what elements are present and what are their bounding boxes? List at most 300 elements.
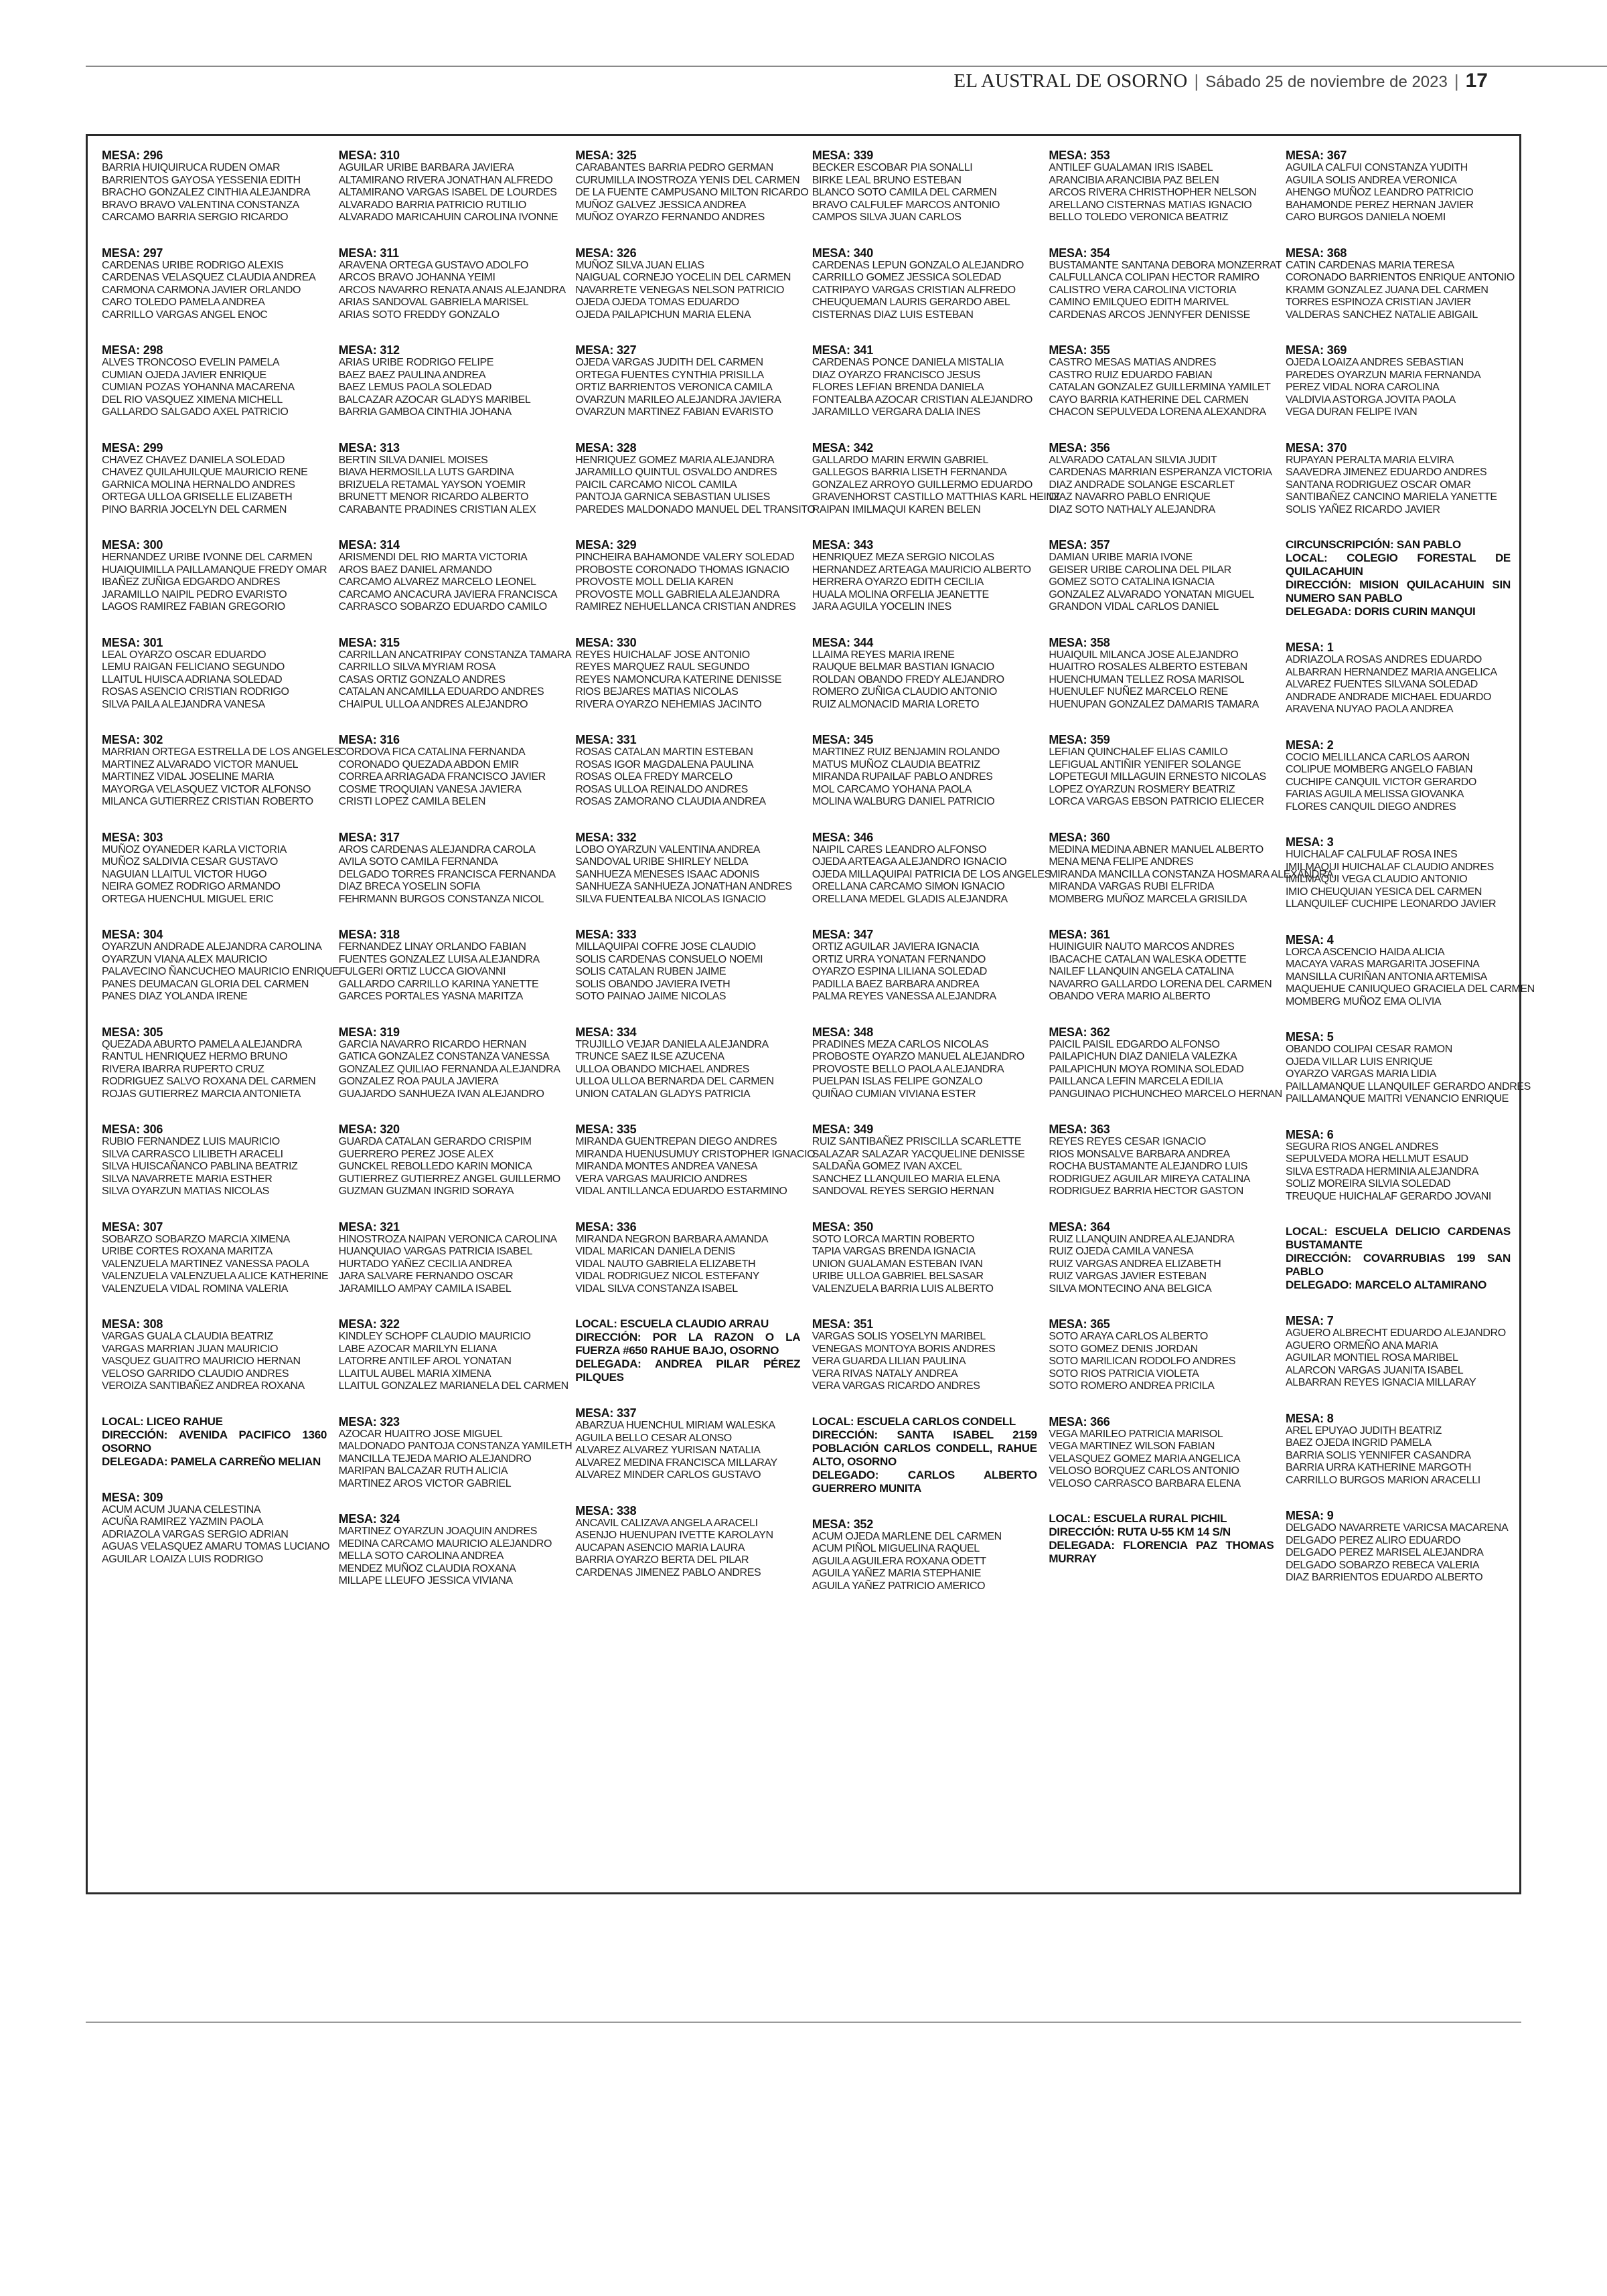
member-name: HENRIQUEZ MEZA SERGIO NICOLAS (812, 552, 994, 563)
mesa-title: MESA: 352 (812, 1517, 874, 1531)
member-name: MAYORGA VELASQUEZ VICTOR ALFONSO (102, 783, 311, 795)
mesa-title: MESA: 340 (812, 246, 874, 260)
mesa-block (812, 1317, 1037, 1393)
member-name: ALVES TRONCOSO EVELIN PAMELA (102, 357, 280, 368)
member-name: SOLIZ MOREIRA SILVIA SOLEDAD (1285, 1178, 1451, 1190)
columns-container (102, 149, 1535, 1882)
member-name: PINCHEIRA BAHAMONDE VALERY SOLEDAD (575, 552, 795, 563)
member-name: CASAS ORTIZ GONZALO ANDRES (338, 673, 506, 685)
member-name: CARDENAS ARCOS JENNYFER DENISSE (1049, 309, 1250, 321)
member-name: HUALA MOLINA ORFELIA JEANETTE (812, 588, 989, 600)
mesa-block (102, 246, 327, 322)
member-name: QUEZADA ABURTO PAMELA ALEJANDRA (102, 1038, 302, 1050)
member-name: SOBARZO SOBARZO MARCIA XIMENA (102, 1233, 290, 1245)
member-name: NAIPIL CARES LEANDRO ALFONSO (812, 843, 987, 855)
member-name: MUÑOZ GALVEZ JESSICA ANDREA (575, 199, 746, 211)
member-name: GATICA GONZALEZ CONSTANZA VANESSA (338, 1051, 550, 1062)
mesa-title: MESA: 370 (1285, 440, 1347, 455)
member-name: LABE AZOCAR MARILYN ELIANA (338, 1343, 498, 1355)
mesa-block (1049, 441, 1274, 517)
header-separator: | (1194, 71, 1199, 91)
member-name: MUÑOZ OYANEDER KARLA VICTORIA (102, 843, 287, 855)
mesa-title: MESA: 310 (338, 149, 400, 162)
mesa-title: MESA: 5 (1285, 1030, 1334, 1044)
mesa-block (102, 149, 327, 224)
member-name: RAUQUE BELMAR BASTIAN IGNACIO (812, 661, 994, 673)
member-name: CARRILLO SILVA MYRIAM ROSA (338, 661, 495, 673)
member-name: TRUJILLO VEJAR DANIELA ALEJANDRA (575, 1038, 769, 1050)
member-name: HERNANDEZ ARTEAGA MAURICIO ALBERTO (812, 564, 1031, 576)
member-name: SOTO GOMEZ DENIS JORDAN (1049, 1343, 1198, 1355)
member-name: SANTIBAÑEZ CANCINO MARIELA YANETTE (1285, 491, 1497, 503)
member-name: PALAVECINO ÑANCUCHEO MAURICIO ENRIQUE (102, 966, 339, 977)
member-name: CORREA ARRIAGADA FRANCISCO JAVIER (338, 771, 546, 783)
member-name: ULLOA OBANDO MICHAEL ANDRES (575, 1063, 749, 1075)
member-name: ORTIZ URRA YONATAN FERNANDO (812, 953, 986, 965)
mesa-block (339, 733, 564, 809)
member-name: AUCAPAN ASENCIO MARIA LAURA (575, 1542, 745, 1554)
mesa-title: MESA: 298 (102, 343, 163, 357)
member-name: SILVA PAILA ALEJANDRA VANESA (102, 698, 265, 710)
mesa-block (1286, 738, 1511, 814)
member-name: JARAMILLO NAIPIL PEDRO EVARISTO (102, 588, 287, 600)
mesa-title: MESA: 355 (1049, 343, 1110, 357)
location-line: DELEGADA: PAMELA CARREÑO MELIAN (102, 1455, 321, 1468)
location-line: LOCAL: ESCUELA DELICIO CARDENAS BUSTAMANTE (1285, 1225, 1511, 1251)
member-name: TRUNCE SAEZ ILSE AZUCENA (575, 1051, 724, 1062)
member-name: ORTEGA ULLOA GRISELLE ELIZABETH (102, 491, 293, 503)
mesa-title: MESA: 349 (812, 1123, 874, 1136)
member-name: RANTUL HENRIQUEZ HERMO BRUNO (102, 1051, 288, 1062)
mesa-title: MESA: 321 (338, 1220, 400, 1234)
member-name: CHAVEZ CHAVEZ DANIELA SOLEDAD (102, 454, 285, 466)
member-name: CARO BURGOS DANIELA NOEMI (1285, 212, 1446, 223)
mesa-block (1286, 835, 1511, 911)
member-name: DELGADO NAVARRETE VARICSA MACARENA (1285, 1522, 1509, 1534)
member-name: CUMIAN OJEDA JAVIER ENRIQUE (102, 369, 266, 381)
member-name: BRAVO BRAVO VALENTINA CONSTANZA (102, 199, 299, 211)
member-name: DIAZ NAVARRO PABLO ENRIQUE (1049, 491, 1211, 503)
member-name: MENA MENA FELIPE ANDRES (1049, 856, 1194, 868)
member-name: PROBOSTE OYARZO MANUEL ALEJANDRO (812, 1051, 1024, 1062)
member-name: CARRILLAN ANCATRIPAY CONSTANZA TAMARA (338, 649, 572, 661)
mesa-block (1286, 149, 1511, 224)
member-name: RUIZ OJEDA CAMILA VANESA (1049, 1246, 1194, 1257)
member-name: ANTILEF GUALAMAN IRIS ISABEL (1049, 162, 1213, 173)
column-3 (575, 149, 816, 1882)
member-name: BARRIA URRA KATHERINE MARGOTH (1285, 1462, 1472, 1473)
member-name: VENEGAS MONTOYA BORIS ANDRES (812, 1343, 996, 1355)
member-name: ARANCIBIA ARANCIBIA PAZ BELEN (1049, 174, 1219, 186)
column-4 (812, 149, 1060, 1882)
mesa-title: MESA: 2 (1285, 738, 1334, 752)
member-name: OBANDO VERA MARIO ALBERTO (1049, 991, 1211, 1002)
mesa-block (102, 1026, 327, 1101)
member-name: DIAZ ANDRADE SOLANGE ESCARLET (1049, 479, 1235, 491)
member-name: DELGADO TORRES FRANCISCA FERNANDA (338, 868, 556, 880)
member-name: MANCILLA TEJEDA MARIO ALEJANDRO (338, 1453, 532, 1465)
mesa-title: MESA: 301 (102, 635, 163, 649)
mesa-block (812, 830, 1051, 906)
member-name: MIRANDA NEGRON BARBARA AMANDA (575, 1233, 769, 1245)
member-name: OJEDA MILLAQUIPAI PATRICIA DE LOS ANGELES (812, 868, 1051, 880)
mesa-title: MESA: 331 (575, 733, 637, 746)
mesa-title: MESA: 325 (575, 149, 637, 162)
member-name: ARCOS BRAVO JOHANNA YEIMI (338, 272, 495, 283)
member-name: PAREDES MALDONADO MANUEL DEL TRANSITO (575, 503, 816, 515)
mesa-block (575, 343, 800, 419)
member-name: ACUÑA RAMIREZ YAZMIN PAOLA (102, 1516, 264, 1528)
member-name: GUNCKEL REBOLLEDO KARIN MONICA (338, 1161, 532, 1172)
member-name: RUIZ VARGAS ANDREA ELIZABETH (1049, 1258, 1221, 1270)
member-name: OBANDO COLIPAI CESAR RAMON (1285, 1044, 1452, 1055)
member-name: VERA VARGAS MAURICIO ANDRES (575, 1173, 747, 1185)
location-line: DIRECCIÓN: MISION QUILACAHUIN SIN NUMERO SAN PABLO (1285, 578, 1511, 604)
mesa-block (338, 1414, 572, 1491)
member-name: OJEDA VARGAS JUDITH DEL CARMEN (575, 357, 763, 368)
member-name: MOL CARCAMO YOHANA PAOLA (812, 783, 972, 795)
member-name: GUZMAN GUZMAN INGRID SORAYA (338, 1185, 514, 1197)
member-name: LORCA VARGAS EBSON PATRICIO ELIECER (1049, 796, 1264, 807)
member-name: MUÑOZ SILVA JUAN ELIAS (575, 259, 704, 271)
mesa-block (575, 831, 800, 906)
member-name: ARIAS SOTO FREDDY GONZALO (338, 309, 500, 321)
member-name: VELOSO BORQUEZ CARLOS ANTONIO (1049, 1465, 1239, 1477)
mesa-block (102, 733, 341, 809)
mesa-block (339, 928, 564, 1003)
mesa-title: MESA: 322 (338, 1317, 400, 1331)
member-name: PAREDES OYARZUN MARIA FERNANDA (1285, 369, 1481, 381)
member-name: SANHUEZA SANHUEZA JONATHAN ANDRES (575, 881, 792, 892)
mesa-title: MESA: 345 (812, 733, 874, 746)
mesa-title: MESA: 330 (575, 635, 637, 649)
member-name: FEHRMANN BURGOS CONSTANZA NICOL (338, 893, 544, 905)
member-name: UNION GUALAMAN ESTEBAN IVAN (812, 1258, 983, 1270)
mesa-title: MESA: 309 (102, 1490, 163, 1504)
member-name: ORELLANA CARCAMO SIMON IGNACIO (812, 881, 1005, 892)
publication-name: EL AUSTRAL DE OSORNO (953, 70, 1188, 92)
member-name: DIAZ BARRIENTOS EDUARDO ALBERTO (1285, 1572, 1483, 1583)
member-name: PINO BARRIA JOCELYN DEL CARMEN (102, 503, 287, 515)
member-name: PADILLA BAEZ BARBARA ANDREA (812, 978, 980, 990)
mesa-block (1285, 932, 1535, 1009)
mesa-block (575, 1026, 800, 1101)
mesa-title: MESA: 307 (102, 1220, 163, 1234)
member-name: LLAITUL GONZALEZ MARIANELA DEL CARMEN (338, 1380, 568, 1392)
member-name: CARABANTE PRADINES CRISTIAN ALEX (338, 503, 536, 515)
mesa-block (575, 1406, 800, 1482)
mesa-title: MESA: 339 (812, 149, 874, 162)
member-name: CISTERNAS DIAZ LUIS ESTEBAN (812, 309, 974, 321)
location-line: DELEGADA: ANDREA PILAR PÉREZ PILQUES (575, 1358, 801, 1384)
member-name: LLAITUL AUBEL MARIA XIMENA (338, 1368, 491, 1380)
location-line: DIRECCIÓN: AVENIDA PACIFICO 1360 OSORNO (102, 1428, 327, 1455)
member-name: BRUNETT MENOR RICARDO ALBERTO (338, 491, 529, 503)
mesa-title: MESA: 296 (102, 149, 163, 162)
location-line: LOCAL: COLEGIO FORESTAL DE QUILACAHUIN (1285, 552, 1511, 578)
member-name: VALDIVIA ASTORGA JOVITA PAOLA (1285, 394, 1456, 406)
member-name: GALLARDO MARIN ERWIN GABRIEL (812, 454, 989, 466)
member-name: NAVARRETE VENEGAS NELSON PATRICIO (575, 284, 785, 296)
member-name: ARIAS SANDOVAL GABRIELA MARISEL (338, 297, 529, 308)
member-name: AGUILA SOLIS ANDREA VERONICA (1285, 174, 1457, 186)
member-name: LOPETEGUI MILLAGUIN ERNESTO NICOLAS (1049, 771, 1266, 783)
mesa-block (102, 928, 339, 1003)
member-name: GOMEZ SOTO CATALINA IGNACIA (1049, 576, 1215, 588)
mesa-title: MESA: 333 (575, 928, 637, 941)
member-name: PANES DEUMACAN GLORIA DEL CARMEN (102, 978, 309, 990)
member-name: RODRIGUEZ SALVO ROXANA DEL CARMEN (102, 1076, 316, 1087)
member-name: ALVARADO MARICAHUIN CAROLINA IVONNE (338, 212, 558, 223)
member-name: RUIZ LLANQUIN ANDREA ALEJANDRA (1049, 1233, 1235, 1245)
member-name: ORTEGA FUENTES CYNTHIA PRISILLA (575, 369, 764, 381)
mesa-block (339, 1026, 564, 1101)
mesa-title: MESA: 308 (102, 1317, 163, 1331)
member-name: CARDENAS JIMENEZ PABLO ANDRES (575, 1566, 761, 1578)
member-name: CARDENAS MARRIAN ESPERANZA VICTORIA (1049, 467, 1272, 478)
member-name: CARDENAS LEPUN GONZALO ALEJANDRO (812, 259, 1024, 271)
mesa-title: MESA: 329 (575, 538, 637, 552)
mesa-block (338, 635, 572, 712)
member-name: RUIZ SANTIBAÑEZ PRISCILLA SCARLETTE (812, 1136, 1022, 1147)
member-name: MATUS MUÑOZ CLAUDIA BEATRIZ (812, 758, 980, 770)
member-name: MUÑOZ SALDIVIA CESAR GUSTAVO (102, 856, 278, 868)
mesa-title: MESA: 8 (1285, 1411, 1334, 1425)
location-line: DELEGADA: DORIS CURIN MANQUI (1285, 605, 1476, 618)
member-name: OYARZUN VIANA ALEX MAURICIO (102, 953, 267, 965)
member-name: BELLO TOLEDO VERONICA BEATRIZ (1049, 212, 1228, 223)
member-name: GARCIA NAVARRO RICARDO HERNAN (338, 1038, 526, 1050)
column-6 (1285, 149, 1535, 1882)
mesa-title: MESA: 297 (102, 246, 163, 260)
mesa-title: MESA: 357 (1049, 538, 1110, 552)
member-name: RUPAYAN PERALTA MARIA ELVIRA (1285, 454, 1454, 466)
mesa-block (339, 1220, 564, 1296)
member-name: FULGERI ORTIZ LUCCA GIOVANNI (338, 966, 506, 977)
mesa-title: MESA: 360 (1049, 830, 1110, 844)
member-name: HUICHALAF CALFULAF ROSA INES (1285, 849, 1458, 860)
member-name: VEGA MARTINEZ WILSON FABIAN (1049, 1441, 1215, 1452)
member-name: ARCOS RIVERA CHRISTHOPHER NELSON (1049, 187, 1257, 198)
member-name: BAEZ OJEDA INGRID PAMELA (1285, 1437, 1432, 1449)
member-name: DELGADO SOBARZO REBECA VALERIA (1285, 1559, 1480, 1571)
mesa-block (102, 636, 327, 712)
member-name: AROS BAEZ DANIEL ARMANDO (338, 564, 492, 576)
member-name: CASTRO RUIZ EDUARDO FABIAN (1049, 369, 1213, 381)
member-name: LLAIMA REYES MARIA IRENE (812, 649, 955, 661)
member-name: VARGAS SOLIS YOSELYN MARIBEL (812, 1331, 986, 1342)
member-name: SILVA OYARZUN MATIAS NICOLAS (102, 1185, 269, 1197)
member-name: CALISTRO VERA CAROLINA VICTORIA (1049, 284, 1237, 296)
member-name: SILVA ESTRADA HERMINIA ALEJANDRA (1285, 1165, 1479, 1177)
mesa-title: MESA: 324 (338, 1512, 400, 1526)
member-name: QUIÑAO CUMIAN VIVIANA ESTER (812, 1088, 976, 1100)
member-name: MENDEZ MUÑOZ CLAUDIA ROXANA (338, 1562, 516, 1574)
page-number: 17 (1465, 70, 1488, 92)
member-name: VEGA MARILEO PATRICIA MARISOL (1049, 1428, 1223, 1440)
mesa-title: MESA: 311 (338, 246, 399, 260)
mesa-title: MESA: 337 (575, 1406, 637, 1420)
member-name: BIRKE LEAL BRUNO ESTEBAN (812, 174, 962, 186)
member-name: IBACACHE CATALAN WALESKA ODETTE (1049, 953, 1247, 965)
mesa-block (1286, 1509, 1511, 1584)
member-name: FERNANDEZ LINAY ORLANDO FABIAN (338, 941, 526, 953)
member-name: PROVOSTE BELLO PAOLA ALEJANDRA (812, 1063, 1004, 1075)
location-line: DIRECCIÓN: RUTA U-55 KM 14 S/N (1049, 1526, 1231, 1538)
mesa-block (339, 1123, 564, 1198)
member-name: IMILMAQUI VEGA CLAUDIO ANTONIO (1285, 874, 1468, 885)
mesa-block (1049, 830, 1334, 906)
member-name: ACUM PIÑOL MIGUELINA RAQUEL (812, 1543, 980, 1554)
mesa-block (339, 149, 564, 224)
member-name: PANTOJA GARNICA SEBASTIAN ULISES (575, 491, 770, 503)
member-name: MACAYA VARAS MARGARITA JOSEFINA (1285, 959, 1480, 970)
mesa-title: MESA: 359 (1049, 733, 1110, 746)
member-name: ORTIZ BARRIENTOS VERONICA CAMILA (575, 382, 773, 393)
member-name: CARABANTES BARRIA PEDRO GERMAN (575, 162, 773, 173)
member-name: ROCHA BUSTAMANTE ALEJANDRO LUIS (1049, 1161, 1248, 1172)
member-name: OJEDA LOAIZA ANDRES SEBASTIAN (1285, 357, 1464, 368)
member-name: ORTEGA HUENCHUL MIGUEL ERIC (102, 893, 274, 905)
member-name: ADRIAZOLA ROSAS ANDRES EDUARDO (1285, 654, 1482, 665)
mesa-block (102, 831, 327, 906)
member-name: PAILLANCA LEFIN MARCELA EDILIA (1049, 1076, 1223, 1087)
mesa-block (812, 538, 1037, 614)
mesa-title: MESA: 369 (1285, 343, 1347, 357)
member-name: ADRIAZOLA VARGAS SERGIO ADRIAN (102, 1528, 289, 1540)
mesa-title: MESA: 343 (812, 538, 874, 552)
member-name: MARTINEZ OYARZUN JOAQUIN ANDRES (338, 1526, 537, 1537)
mesa-title: MESA: 344 (812, 635, 874, 649)
mesa-block (102, 343, 327, 419)
member-name: GUAJARDO SANHUEZA IVAN ALEJANDRO (338, 1088, 544, 1100)
member-name: NAILEF LLANQUIN ANGELA CATALINA (1049, 966, 1234, 977)
header-separator: | (1454, 71, 1459, 91)
mesa-block (1049, 636, 1274, 712)
member-name: VERA VARGAS RICARDO ANDRES (812, 1380, 980, 1392)
member-name: JARAMILLO VERGARA DALIA INES (812, 406, 980, 418)
member-name: SALDAÑA GOMEZ IVAN AXCEL (812, 1161, 962, 1172)
mesa-block (339, 246, 564, 322)
member-name: SOLIS YAÑEZ RICARDO JAVIER (1285, 503, 1440, 515)
member-name: SOLIS CATALAN RUBEN JAIME (575, 966, 726, 977)
mesa-block (812, 636, 1037, 712)
member-name: BARRIA OYARZO BERTA DEL PILAR (575, 1554, 749, 1566)
member-name: GUERRERO PEREZ JOSE ALEX (338, 1148, 493, 1160)
mesa-title: MESA: 363 (1049, 1123, 1110, 1136)
mesa-block (102, 1123, 327, 1198)
member-name: VEROIZA SANTIBAÑEZ ANDREA ROXANA (102, 1380, 305, 1392)
member-name: CARDENAS VELASQUEZ CLAUDIA ANDREA (102, 272, 316, 283)
member-name: CARRILLO GOMEZ JESSICA SOLEDAD (812, 272, 1002, 283)
mesa-block (1285, 1030, 1531, 1106)
location-line: DELEGADO: MARCELO ALTAMIRANO (1285, 1279, 1487, 1291)
member-name: HUAITRO ROSALES ALBERTO ESTEBAN (1049, 661, 1247, 673)
member-name: PUELPAN ISLAS FELIPE GONZALO (812, 1076, 983, 1087)
member-name: PAILAPICHUN MOYA ROMINA SOLEDAD (1049, 1063, 1244, 1075)
member-name: DEL RIO VASQUEZ XIMENA MICHELL (102, 394, 283, 406)
mesa-block (1286, 1128, 1511, 1204)
member-name: ROSAS IGOR MAGDALENA PAULINA (575, 758, 754, 770)
member-name: COSME TROQUIAN VANESA JAVIERA (338, 783, 522, 795)
mesa-title: MESA: 312 (338, 343, 400, 357)
mesa-title: MESA: 365 (1049, 1317, 1110, 1331)
mesa-title: MESA: 314 (338, 538, 400, 552)
member-name: GUARDA CATALAN GERARDO CRISPIM (338, 1136, 532, 1147)
member-name: MELLA SOTO CAROLINA ANDREA (338, 1550, 504, 1562)
member-name: SANCHEZ LLANQUILEO MARIA ELENA (812, 1173, 1000, 1185)
member-name: ROSAS CATALAN MARTIN ESTEBAN (575, 746, 753, 758)
publication-date: Sábado 25 de noviembre de 2023 (1205, 73, 1448, 91)
member-name: AGUILA CALFUI CONSTANZA YUDITH (1285, 162, 1468, 173)
member-name: SOTO ROMERO ANDREA PRICILA (1049, 1380, 1215, 1392)
location-line: DIRECCIÓN: POR LA RAZON O LA FUERZA #650 RAHUE BAJO, OSORNO (575, 1331, 801, 1357)
member-name: ALVAREZ MINDER CARLOS GUSTAVO (575, 1469, 761, 1481)
member-name: FLORES CANQUIL DIEGO ANDRES (1285, 801, 1456, 813)
mesa-block (1049, 1123, 1274, 1198)
mesa-block (1049, 149, 1274, 224)
member-name: GONZALEZ ALVARADO YONATAN MIGUEL (1049, 588, 1255, 600)
member-name: PAILAPICHUN DIAZ DANIELA VALEZKA (1049, 1051, 1237, 1062)
member-name: PAICIL CARCAMO NICOL CAMILA (575, 479, 737, 491)
mesa-block (339, 538, 564, 614)
member-name: VIDAL RODRIGUEZ NICOL ESTEFANY (575, 1270, 760, 1282)
member-name: VIDAL SILVA CONSTANZA ISABEL (575, 1283, 738, 1295)
member-name: MALDONADO PANTOJA CONSTANZA YAMILETH (338, 1441, 572, 1452)
member-name: GALLARDO SALGADO AXEL PATRICIO (102, 406, 289, 418)
member-name: RAIPAN IMILMAQUI KAREN BELEN (812, 503, 981, 515)
member-name: MIRANDA RUPAILAF PABLO ANDRES (812, 771, 993, 783)
location-line: LOCAL: ESCUELA RURAL PICHIL (1049, 1512, 1227, 1525)
member-name: HUAIQUIMILLA PAILLAMANQUE FREDY OMAR (102, 564, 327, 576)
mesa-block (1049, 1025, 1282, 1101)
mesa-title: MESA: 320 (338, 1123, 400, 1136)
member-name: AGUILA YAÑEZ MARIA STEPHANIE (812, 1568, 982, 1579)
mesa-block (575, 928, 800, 1003)
member-name: ARCOS NAVARRO RENATA ANAIS ALEJANDRA (338, 284, 566, 296)
member-name: REYES HUICHALAF JOSE ANTONIO (575, 649, 750, 661)
member-name: PROVOSTE MOLL GABRIELA ALEJANDRA (575, 588, 780, 600)
mesa-title: MESA: 358 (1049, 635, 1110, 649)
member-name: COCIO MELILLANCA CARLOS AARON (1285, 751, 1470, 763)
mesa-block (1286, 1412, 1511, 1487)
member-name: OYARZO ESPINA LILIANA SOLEDAD (812, 966, 987, 977)
member-name: ASENJO HUENUPAN IVETTE KAROLAYN (575, 1530, 773, 1541)
member-name: CATALAN GONZALEZ GUILLERMINA YAMILET (1049, 382, 1271, 393)
member-name: NEIRA GOMEZ RODRIGO ARMANDO (102, 881, 281, 892)
member-name: ROSAS ULLOA REINALDO ANDRES (575, 783, 748, 795)
member-name: AGUILAR URIBE BARBARA JAVIERA (338, 162, 514, 173)
mesa-block (339, 441, 564, 517)
member-name: TREUQUE HUICHALAF GERARDO JOVANI (1285, 1190, 1491, 1202)
member-name: CORDOVA FICA CATALINA FERNANDA (338, 746, 526, 758)
member-name: HUINIGUIR NAUTO MARCOS ANDRES (1049, 941, 1235, 953)
page-header (953, 70, 1488, 96)
member-name: ARISMENDI DEL RIO MARTA VICTORIA (338, 552, 528, 563)
member-name: OVARZUN MARTINEZ FABIAN EVARISTO (575, 406, 773, 418)
mesa-title: MESA: 362 (1049, 1025, 1110, 1039)
member-name: HUAIQUIL MILANCA JOSE ALEJANDRO (1049, 649, 1239, 661)
mesa-title: MESA: 328 (575, 440, 637, 455)
mesa-block (812, 733, 1037, 809)
member-name: MARTINEZ VIDAL JOSELINE MARIA (102, 771, 274, 783)
member-name: HERRERA OYARZO EDITH CECILIA (812, 576, 984, 588)
polling-location-block (1286, 1225, 1511, 1292)
member-name: SOLIS CARDENAS CONSUELO NOEMI (575, 953, 763, 965)
mesa-title: MESA: 326 (575, 246, 637, 260)
member-name: MEDINA CARCAMO MAURICIO ALEJANDRO (338, 1538, 552, 1550)
member-name: HUENUPAN GONZALEZ DAMARIS TAMARA (1049, 698, 1259, 710)
